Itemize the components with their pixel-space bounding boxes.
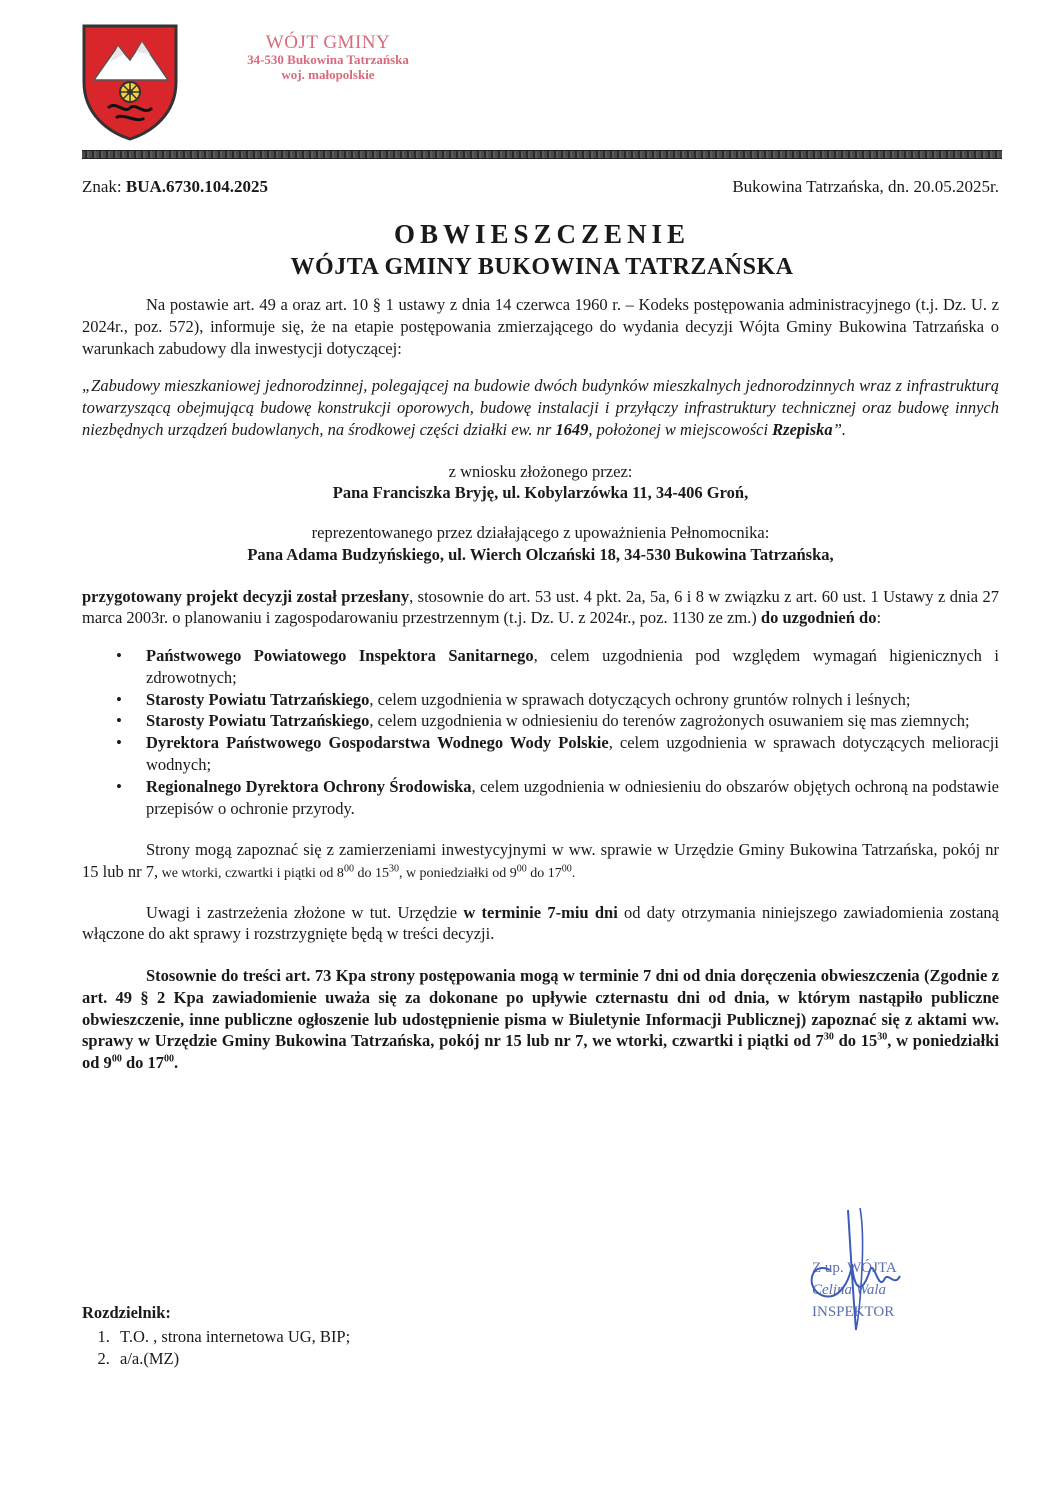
stamp-line-2: 34-530 Bukowina Tatrzańska	[247, 52, 409, 68]
applicant-name	[82, 482, 999, 504]
notice-paragraph	[82, 965, 999, 1074]
access-text-e: do 17	[526, 866, 562, 882]
notice-text-a: Stosownie do treści art. 73 Kpa strony postępowania mogą w terminie 7 dni od dnia doręczenia obwieszczenia (Zgodnie z art. 49 § 2 Kpa zawiadomienie uważa się za dokonane po upływie czternastu dni od dnia, w którym nastąpiło publiczne obwieszczenie, inne publiczne ogłoszenie lub udostępnienie pisma w Biuletynie Informacji Publicznej) zapoznać się z aktami ww. sprawy w Urzędzie Gminy Bukowina Tatrzańska, pokój nr 15 lub nr 7, we wtorki, czwartki i piątki od 7	[82, 966, 999, 1051]
list-item	[82, 710, 999, 732]
applicant-label: z wniosku złożonego przez:	[448, 461, 633, 481]
representative-label: reprezentowanego przez działającego z upoważnienia Pełnomocnika:	[311, 523, 770, 543]
notice-sup-3: 00	[111, 1053, 122, 1065]
investment-text-b: , położonej w miejscowości	[588, 419, 773, 439]
applicant-name-text: Pana Franciszka Bryję, ul. Kobylarzówka 11, 34-406 Groń,	[332, 483, 749, 503]
signature-stamp-line-3: INSPEKTOR	[812, 1303, 895, 1320]
office-stamp	[228, 32, 428, 82]
signature-stamp-line-2: Celina Wala	[812, 1281, 887, 1298]
reference-value: BUA.6730.104.2025	[125, 177, 269, 196]
sent-text: , stosownie do art. 53 ust. 4 pkt. 2a, 5a, 6 i 8 w związku z art. 60 ust. 1 Ustawy z dnia 27 marca 2003r. o planowaniu i zagospodarowaniu przestrzennym (t.j. Dz. U. z 2024r., poz. 1130 ze zm.)	[82, 586, 1000, 628]
access-sup-3: 00	[516, 863, 527, 875]
title-line-1: OBWIESZCZENIE	[393, 219, 691, 249]
remarks-text-b: od daty otrzymania niniejszego zawiadomienia zostaną włączone do akt sprawy i rozstrzygnięte będą w treści decyzji.	[82, 902, 999, 944]
recipient-purpose: , celem uzgodnienia pod względem wymagań higienicznych i zdrowotnych;	[146, 646, 999, 687]
bullet-icon: •	[116, 733, 122, 753]
notice-text-b: do 15	[833, 1031, 878, 1051]
sent-end: :	[876, 608, 882, 628]
recipient-purpose: , celem uzgodnienia w sprawach dotyczących melioracji wodnych;	[146, 733, 999, 775]
list-item: 1. T.O. , strona internetowa UG, BIP;	[114, 1326, 350, 1348]
reference-label: Znak:	[82, 177, 122, 196]
coat-of-arms-logo	[80, 22, 180, 142]
access-text-d: , w poniedziałki od 9	[398, 866, 517, 882]
access-text-b: we wtorki, czwartki i piątki od 8	[158, 866, 344, 882]
stamp-line-3: woj. małopolskie	[281, 66, 375, 82]
representative-name-text: Pana Adama Budzyńskiego, ul. Wierch Olczański 18, 34-530 Bukowina Tatrzańska,	[247, 544, 834, 564]
title-line-2: WÓJTA GMINY BUKOWINA TATRZAŃSKA	[290, 253, 794, 280]
locality-name: Rzepiska	[772, 419, 833, 439]
sent-paragraph	[82, 586, 999, 630]
parcel-number: 1649	[555, 419, 589, 439]
recipient-name: Starosty Powiatu Tatrzańskiego	[146, 711, 370, 731]
list-item: 2. a/a.(MZ)	[114, 1348, 350, 1370]
recipients-list	[82, 645, 999, 819]
intro-paragraph: Na postawie art. 49 a oraz art. 10 § 1 ustawy z dnia 14 czerwca 1960 r. – Kodeks postępowania administracyjnego (t.j. Dz. U. z 2024r., poz. 572), informuje się, że na etapie postępowania zmierzającego do wydania decyzji Wójta Gminy Bukowina Tatrzańska o warunkach zabudowy dla inwestycji dotyczącej:	[82, 295, 999, 358]
remarks-text-a: Uwagi i zastrzeżenia złożone w tut. Urzędzie	[146, 902, 464, 922]
document-body	[82, 294, 999, 1074]
notice-text-d: do 17	[121, 1053, 164, 1073]
list-item	[82, 732, 999, 776]
sent-bold-b: do uzgodnień do	[760, 608, 877, 628]
bullet-icon: •	[116, 646, 122, 666]
investment-text-a: „Zabudowy mieszkaniowej jednorodzinnej, polegającej na budowie dwóch budynków mieszkalnych jednorodzinnych wraz z infrastrukturą towarzyszącą obejmującą budowę konstrukcji oporowych, budowę instalacji i przyłączy infrastruktury technicznej oraz budowę innych niezbędnych urządzeń budowlanych, na środkowej części działki ew. nr	[82, 376, 999, 439]
recipient-name: Państwowego Powiatowego Inspektora Sanitarnego	[146, 646, 534, 666]
place-and-date: Bukowina Tatrzańska, dn. 20.05.2025r.	[732, 177, 999, 196]
access-sup-1: 00	[343, 863, 354, 875]
reference-number	[82, 176, 268, 198]
recipient-name: Dyrektora Państwowego Gospodarstwa Wodnego Wody Polskie	[146, 733, 609, 753]
remarks-paragraph	[82, 902, 999, 946]
investment-text-c: ”.	[832, 419, 846, 439]
access-text-a: Strony mogą zapoznać się z zamierzeniami inwestycyjnymi w ww. sprawie w Urzędzie Gminy Bukowina Tatrzańska, pokój nr 15 lub nr 7,	[82, 840, 999, 882]
access-hours	[158, 863, 576, 882]
recipient-name: Regionalnego Dyrektora Ochrony Środowiska	[146, 776, 472, 796]
notice-text-c: , w poniedziałki od 9	[82, 1031, 999, 1073]
document-title	[82, 218, 1002, 282]
access-sup-2: 30	[388, 863, 399, 875]
list-item	[82, 776, 999, 820]
header-divider	[82, 150, 1002, 159]
access-sup-4: 00	[561, 863, 572, 875]
sent-bold-a: przygotowany projekt decyzji został przesłany	[82, 586, 410, 606]
distribution-title: Rozdzielnik:	[82, 1303, 171, 1322]
access-text-f: .	[571, 866, 576, 882]
bullet-icon: •	[116, 689, 122, 709]
bullet-icon: •	[116, 776, 122, 796]
access-text-c: do 15	[353, 866, 389, 882]
list-item	[82, 689, 999, 711]
distribution-list	[82, 1302, 350, 1369]
recipient-name: Starosty Powiatu Tatrzańskiego	[146, 689, 370, 709]
remarks-deadline: w terminie 7-miu dni	[463, 902, 618, 922]
stamp-line-1: WÓJT GMINY	[265, 32, 391, 53]
investment-description	[82, 375, 999, 440]
notice-sup-4: 00	[164, 1053, 174, 1065]
list-item	[82, 645, 999, 689]
recipient-purpose: , celem uzgodnienia w sprawach dotyczących ochrony gruntów rolnych i leśnych;	[369, 689, 911, 709]
notice-sup-1: 30	[823, 1031, 834, 1043]
bullet-icon: •	[116, 711, 122, 731]
representative-name	[82, 544, 999, 566]
recipient-purpose: , celem uzgodnienia w odniesieniu do obszarów objętych ochroną na podstawie przepisów o ochronie przyrody.	[146, 776, 999, 818]
recipient-purpose: , celem uzgodnienia w odniesieniu do terenów zagrożonych osuwaniem się mas ziemnych;	[369, 711, 970, 731]
notice-sup-2: 30	[877, 1031, 888, 1043]
signature-stamp-line-1: Z up. WÓJTA	[812, 1260, 897, 1276]
handwritten-signature	[790, 1200, 950, 1340]
notice-text-e: .	[174, 1053, 179, 1073]
access-paragraph	[82, 839, 999, 883]
